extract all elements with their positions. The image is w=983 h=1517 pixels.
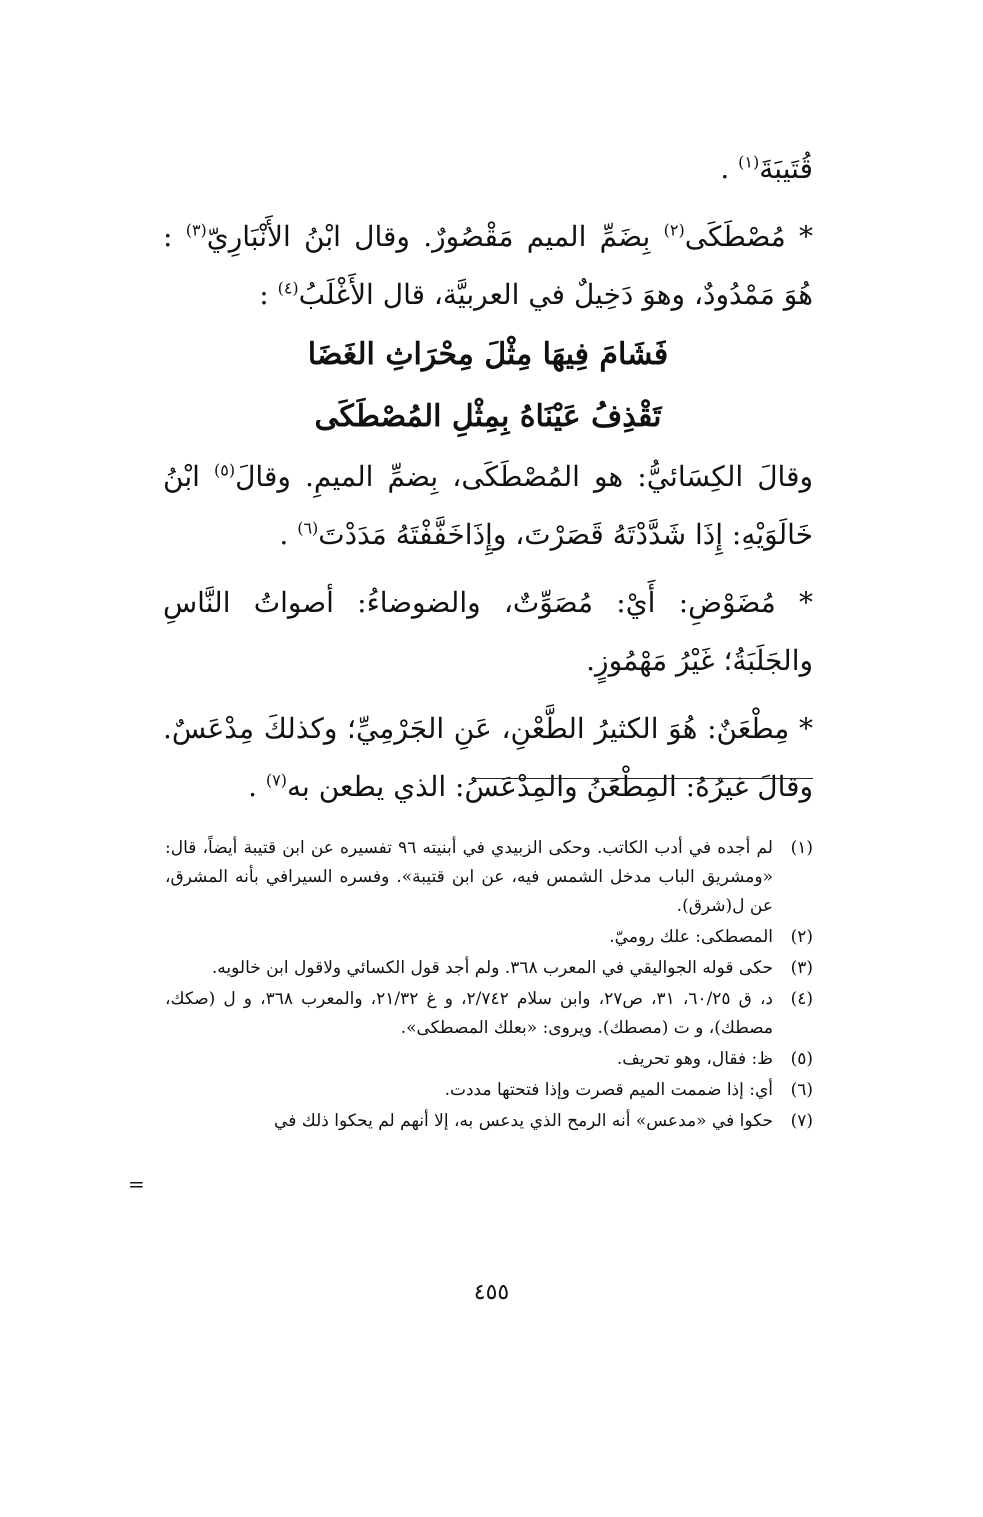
entry-text: وقالَ الكِسَائيُّ: هو المُصْطَكَى، بِضمِّ الميمِ. وقالَ — [235, 460, 813, 493]
footnote-ref-3: (٣) — [185, 220, 207, 240]
footnote-ref-4: (٤) — [277, 278, 299, 298]
footnote-ref-1: (١) — [738, 152, 760, 172]
footnote-text: أي: إذا ضممت الميم قصرت وإذا فتحتها مددت. — [444, 1080, 773, 1100]
footnote-ref-6: (٦) — [297, 518, 319, 538]
footnote-4 — [165, 985, 813, 1043]
footnote-ref-7: (٧) — [265, 770, 288, 790]
verse-line-1: فَشَامَ فِيهَا مِثْلَ مِحْرَاثِ الغَضَا — [307, 337, 669, 372]
footnote-number: (٣) — [790, 958, 813, 978]
footnote-ref-2: (٢) — [663, 220, 685, 240]
footnote-text: حكى قوله الجواليقي في المعرب ٣٦٨. ولم أجد قول الكسائي ولاقول ابن خالويه. — [211, 958, 773, 978]
entry-text: مِطْعَنٌ: هُوَ الكثيرُ الطَّعْنِ، عَنِ الجَرْمِيِّ؛ وكذلكَ مِدْعَسٌ. وقالَ غيرُهُ: المِطْعَنُ والمِدْعَسُ: الذي يطعن به — [163, 712, 813, 803]
entry-mustaka — [163, 208, 813, 324]
verse-line-2: تَقْذِفُ عَيْنَاهُ بِمِثْلِ المُصْطَكَى — [314, 399, 662, 434]
entry-text: : — [259, 278, 278, 311]
footnote-text: ظ: فقال، وهو تحريف. — [616, 1049, 773, 1069]
footnote-6 — [165, 1076, 813, 1105]
entry-text: . — [279, 518, 298, 551]
line-word: قُتَيبَةَ — [759, 152, 813, 185]
footnote-number: (٦) — [790, 1080, 813, 1100]
footnote-number: (٢) — [790, 927, 813, 947]
entry-text: : هُوَ مَمْدُودٌ، وهوَ دَخِيلٌ في العربيَّة، قال الأَغْلَبُ — [163, 220, 813, 311]
entry-text: . — [248, 770, 266, 803]
entry-mitan — [163, 700, 813, 816]
footnote-number: (٧) — [790, 1111, 813, 1131]
continuation-mark: = — [128, 1172, 145, 1196]
entry-text: بِضَمِّ الميم مَقْصُورٌ. وقال ابْنُ الأَنْبَارِيّ — [206, 220, 664, 253]
footnote-ref-5: (٥) — [213, 460, 236, 480]
footnote-number: (١) — [790, 838, 813, 858]
footnote-7 — [165, 1107, 813, 1136]
entry-text: ابْنُ خَالَوَيْهِ: إِذَا شَدَّدْتَهُ قَصَرْتَ، وإِذَاخَفَّفْتَهُ مَدَدْتَ — [163, 460, 813, 551]
footnote-1 — [165, 834, 813, 921]
footnote-text: د، ق ٦٠/٢٥، ٣١، ص٢٧، وابن سلام ٢/٧٤٢، و غ ٢١/٣٢، والمعرب ٣٦٨، و ل (صكك، مصطك)، و ت (مصطك). ويروى: «بعلك المصطكى». — [165, 989, 773, 1038]
footnote-number: (٥) — [790, 1049, 813, 1069]
entry-mudawdi — [163, 574, 813, 690]
footnote-number: (٤) — [790, 989, 813, 1009]
footnote-2 — [165, 923, 813, 952]
page-number: ٤٥٥ — [473, 1280, 510, 1305]
footnotes — [165, 834, 813, 1138]
entry-mustaka-continued — [163, 448, 813, 564]
line-end: . — [720, 152, 739, 185]
main-text — [163, 140, 813, 816]
entry-star: * — [775, 586, 813, 619]
entry-star: * — [785, 220, 814, 253]
continued-line — [163, 140, 813, 198]
footnote-3 — [165, 954, 813, 983]
entry-headword: مُصْطَكَى — [684, 220, 786, 253]
footnote-divider — [473, 778, 813, 779]
footnote-text: حكوا في «مدعس» أنه الرمح الذي يدعس به، إلا أنهم لم يحكوا ذلك في — [274, 1111, 773, 1131]
entry-text: مُضَوْضِ: أَيْ: مُصَوِّتٌ، والضوضاءُ: أصواتُ النَّاسِ والجَلَبَةُ؛ غَيْرُ مَهْمُوزٍ. — [163, 586, 813, 677]
footnote-text: المصطكى: علك روميّ. — [609, 927, 773, 947]
footnote-text: لم أجده في أدب الكاتب. وحكى الزبيدي في أبنيته ٩٦ تفسيره عن ابن قتيبة أيضاً، قال: «ومشريق الباب مدخل الشمس فيه، عن ابن قتيبة». وفسره السيرافي بأنه المشرق، عن ل(شرق). — [165, 838, 773, 916]
footnote-5 — [165, 1045, 813, 1074]
entry-star: * — [789, 712, 813, 745]
